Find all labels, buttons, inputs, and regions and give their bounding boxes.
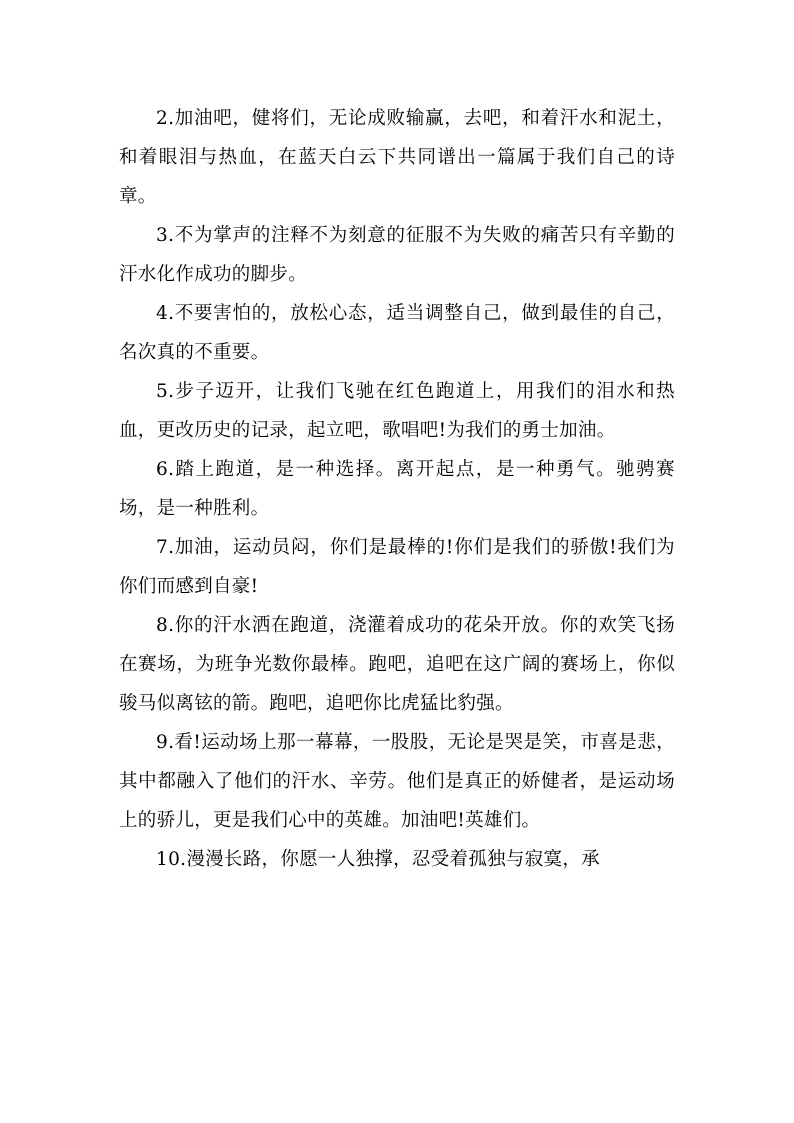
paragraph-6: 6.踏上跑道，是一种选择。离开起点，是一种勇气。驰骋赛场，是一种胜利。: [119, 459, 675, 519]
paragraph-9: 9.看!运动场上那一幕幕，一股股，无论是哭是笑，市喜是悲，其中都融入了他们的汗水、辛劳。他们是真正的娇健者，是运动场上的骄儿，更是我们心中的英雄。加油吧!英雄们。: [119, 732, 675, 831]
paragraph-4: 4.不要害怕的，放松心态，适当调整自己，做到最佳的自己，名次真的不重要。: [119, 303, 675, 363]
paragraph-5: 5.步子迈开，让我们飞驰在红色跑道上，用我们的泪水和热血，更改历史的记录，起立吧，歌唱吧!为我们的勇士加油。: [119, 381, 675, 441]
paragraph-8: 8.你的汗水洒在跑道，浇灌着成功的花朵开放。你的欢笑飞扬在赛场，为班争光数你最棒。跑吧，追吧在这广阔的赛场上，你似骏马似离铉的箭。跑吧，追吧你比虎猛比豹强。: [119, 615, 675, 714]
paragraph-7: 7.加油，运动员闷，你们是最棒的!你们是我们的骄傲!我们为你们而感到自豪!: [119, 537, 675, 597]
paragraph-2: 2.加油吧，健将们，无论成败输赢，去吧，和着汗水和泥土，和着眼泪与热血，在蓝天白云下共同谱出一篇属于我们自己的诗章。: [119, 108, 675, 207]
paragraph-3: 3.不为掌声的注释不为刻意的征服不为失败的痛苦只有辛勤的汗水化作成功的脚步。: [119, 225, 675, 285]
paragraph-10: 10.漫漫长路，你愿一人独撑，忍受着孤独与寂寞，承: [156, 849, 600, 870]
document-body: [119, 99, 675, 879]
